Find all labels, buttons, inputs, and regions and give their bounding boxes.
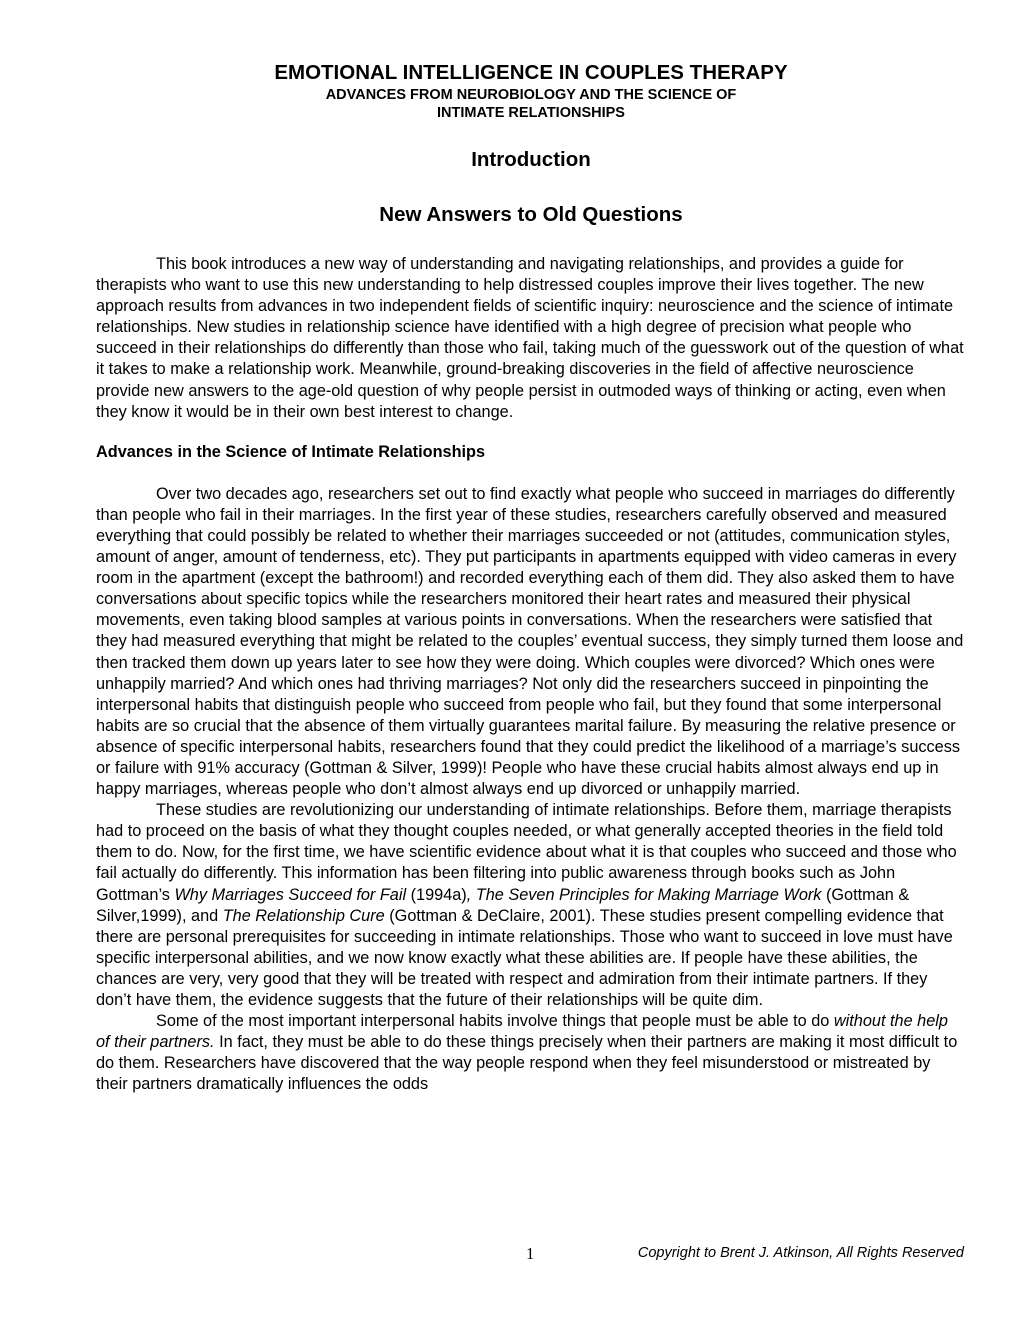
paragraph-text-segment: (1994a) (406, 885, 467, 904)
chapter-title: New Answers to Old Questions (379, 203, 683, 226)
chapter-label: Introduction (471, 148, 591, 171)
paragraph-text-segment: These studies are revolutionizing our understanding of intimate relationships. Before them, marriage therapists had to proceed on the basis of what they thought couples needed, or what generally accepted theories in the field told them to do. Now, for the first time, we have scientific evidence about what it is that couples who succeed and those who fail actually do differently. This information has been filtering into public awareness through books such as John Gottman’s (96, 801, 957, 904)
document-title: EMOTIONAL INTELLIGENCE IN COUPLES THERAPY (274, 61, 788, 84)
paragraph-research-history: Over two decades ago, researchers set out to find exactly what people who succeed in marriages do differently than people who fail in their marriages. In the first year of these studies, researchers carefully observed and measured everything that could possibly be related to whether their marriages succeeded or not (attitudes, communication styles, amount of anger, amount of tenderness, etc). They put participants in apartments equipped with video cameras in every room in the apartment (except the bathroom!) and recorded everything each of them did. They also asked them to have conversations about specific topics while the researchers monitored their heart rates and measured their physical movements, even taking blood samples at various points in conversations. When the researchers were satisfied that they had measured everything that might be related to the couples’ eventual success, they simply turned them loose and then tracked them down up years later to see how they were doing. Which couples were divorced? Which ones were unhappily married? And which ones had thriving marriages? Not only did the researchers succeed in pinpointing the interpersonal habits that distinguish people who succeed from people who fail, but they found that some interpersonal habits are so crucial that the absence of them virtually guarantees marital failure. By measuring the relative presence or absence of specific interpersonal habits, researchers found that they could predict the likelihood of a marriage’s success or failure with 91% accuracy (Gottman & Silver, 1999)! People who have these crucial habits almost always end up in happy marriages, whereas people who don’t almost always end up divorced or unhappily married. (96, 484, 964, 799)
paragraph-text-segment: (Gottman & Silver,1999), and (96, 885, 910, 925)
book-title-seven-principles: , The Seven Principles for Making Marriage Work (466, 885, 822, 904)
page-number: 1 (526, 1244, 535, 1263)
paragraph-revolutionizing (96, 800, 966, 1011)
emphasis-text: without the help of their partners. (96, 1012, 948, 1052)
section-heading: Advances in the Science of Intimate Relationships (96, 442, 486, 461)
paragraph-text-segment: In fact, they must be able to do these things precisely when their partners are making it most difficult to do them. Researchers have discovered that the way people respond when they feel misunderstood or mistreated by their partners dramatically influences the odds (96, 1033, 958, 1094)
paragraph-text-segment: (Gottman & DeClaire, 2001). These studies present compelling evidence that there are personal prerequisites for succeeding in intimate relationships. Those who want to succeed in love must have specific interpersonal abilities, and we now know exactly what these abilities are. If people have these abilities, the chances are very, very good that they will be treated with respect and admiration from their intimate partners. If they don’t have them, the evidence suggests that the future of their relationships will be quite dim. (96, 906, 953, 1009)
book-title-relationship-cure: The Relationship Cure (222, 906, 385, 925)
page-footer (0, 1244, 1024, 1268)
copyright-notice: Copyright to Brent J. Atkinson, All Rights Reserved (637, 1245, 964, 1261)
paragraph-text-segment: Some of the most important interpersonal habits involve things that people must be able to do (156, 1012, 834, 1031)
document-page (96, 60, 966, 1095)
document-subtitle-line-1: ADVANCES FROM NEUROBIOLOGY AND THE SCIENCE OF (325, 87, 737, 103)
paragraph-interpersonal-habits (96, 1011, 966, 1095)
book-title-why-marriages: Why Marriages Succeed for Fail (174, 885, 407, 904)
intro-paragraph: This book introduces a new way of understanding and navigating relationships, and provides a guide for therapists who want to use this new understanding to help distressed couples improve their lives together. The new approach results from advances in two independent fields of scientific inquiry: neuroscience and the science of intimate relationships. New studies in relationship science have identified with a high degree of precision what people who succeed in their relationships do differently than those who fail, taking much of the guesswork out of the question of what it takes to make a relationship work. Meanwhile, ground-breaking discoveries in the field of affective neuroscience provide new answers to the age-old question of why people persist in outmoded ways of thinking or acting, even when they know it would be in their own best interest to change. (96, 255, 964, 421)
document-subtitle-line-2: INTIMATE RELATIONSHIPS (437, 105, 625, 121)
